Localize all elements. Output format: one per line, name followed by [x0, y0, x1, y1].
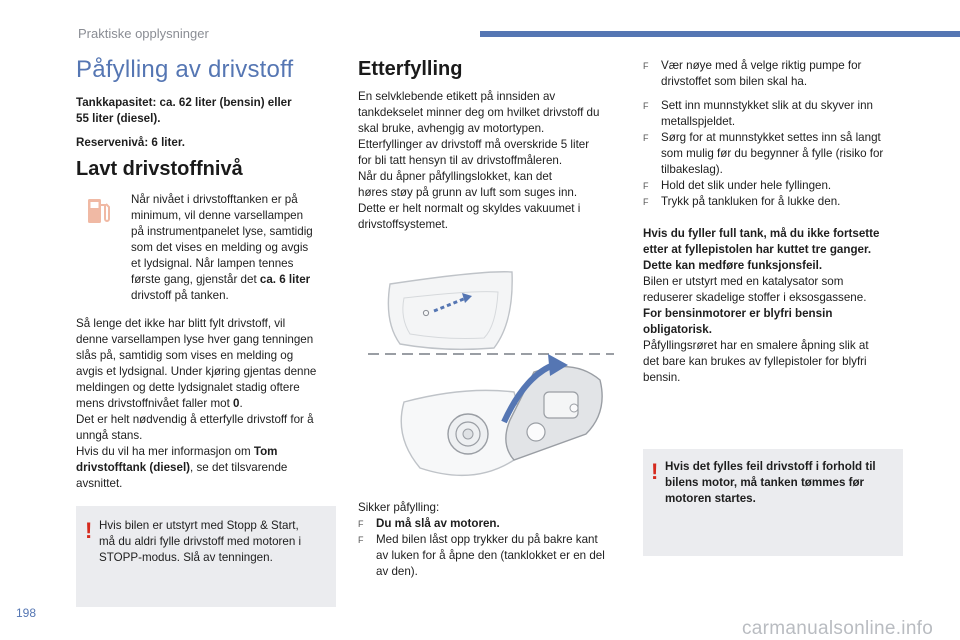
intro-line-8: Dette er helt normalt og skyldes vakuumet i — [358, 202, 581, 215]
full-tank-note-2: etter at fyllepistolen har kuttet tre ganger. — [643, 243, 872, 256]
intro-line-9: drivstoffsystemet. — [358, 218, 448, 231]
bullet-icon: F — [643, 181, 649, 191]
wrong-fuel-line-1: Hvis det fylles feil drivstoff i forhold til — [665, 460, 876, 473]
tank-capacity-cont: 55 liter (diesel). — [76, 112, 161, 125]
right-b2-line-1: Sett inn munnstykket slik at du skyver inn — [661, 99, 873, 112]
para-line-4: avgis et lydsignal. Under kjøring gjentas denne — [76, 365, 317, 378]
right-b4: Hold det slik under hele fyllingen. — [661, 179, 832, 192]
para-line-9: Hvis du vil ha mer informasjon om Tom — [76, 445, 278, 458]
header-accent-bar — [480, 31, 960, 37]
low-line-3: på instrumentpanelet lyse, samtidig — [131, 225, 313, 238]
full-tank-note-3: Dette kan medføre funksjonsfeil. — [643, 259, 823, 272]
low-line-4: som det vises en melding og avgis — [131, 241, 309, 254]
catalyst-line-1: Bilen er utstyrt med en katalysator som — [643, 275, 844, 288]
catalyst-line-2: reduserer skadelige stoffer i eksosgassene. — [643, 291, 867, 304]
safe-b2-line-3: av den). — [376, 565, 418, 578]
low-fuel-heading: Lavt drivstoffnivå — [76, 158, 243, 180]
safe-refill-label: Sikker påfylling: — [358, 501, 440, 514]
page-title: Påfylling av drivstoff — [76, 56, 294, 83]
low-line-2: minimum, vil denne varsellampen — [131, 209, 304, 222]
bullet-icon: F — [358, 535, 364, 545]
safe-b2-line-2: av luken for å åpne den (tanklokket er en del — [376, 549, 605, 562]
warning-icon: ! — [85, 518, 93, 543]
warning-icon: ! — [651, 459, 659, 484]
intro-line-1: En selvklebende etikett på innsiden av — [358, 90, 556, 103]
para-line-1: Så lenge det ikke har blitt fylt drivstoff, vil — [76, 317, 286, 330]
para-line-5: meldingen og dette lydsignalet stadig oftere — [76, 381, 300, 394]
bullet-icon: F — [358, 519, 364, 529]
para-line-3: slås på, samtidig som vises en melding og — [76, 349, 294, 362]
warn-line-3: STOPP-modus. Slå av tenningen. — [99, 551, 273, 564]
low-line-6: første gang, gjenstår det ca. 6 liter — [131, 273, 311, 286]
filler-line-3: bensin. — [643, 371, 681, 384]
right-b3-line-2: som mulig før du begynner å fylle (risiko for — [661, 147, 884, 160]
full-tank-note-1: Hvis du fyller full tank, må du ikke fortsette — [643, 227, 880, 240]
bullet-icon: F — [643, 197, 649, 207]
safe-b2-line-1: Med bilen låst opp trykker du på bakre kant — [376, 533, 598, 546]
right-b5: Trykk på tankluken for å lukke den. — [661, 195, 841, 208]
para-line-2: denne varsellampen lyse hver gang tenningen — [76, 333, 314, 346]
tank-capacity: Tankkapasitet: ca. 62 liter (bensin) eller — [76, 96, 292, 109]
wrong-fuel-line-2: bilens motor, må tanken tømmes før — [665, 476, 865, 489]
intro-line-3: skal bruke, avhengig av motortypen. — [358, 122, 545, 135]
para-line-6: mens drivstoffnivået faller mot 0. — [76, 397, 243, 410]
unleaded-note-2: obligatorisk. — [643, 323, 712, 336]
intro-line-7: høres støy på grunn av luft som suges inn. — [358, 186, 578, 199]
low-line-5: et lydsignal. Når lampen tennes — [131, 257, 294, 270]
right-b3-line-1: Sørg for at munnstykket settes inn så langt — [661, 131, 881, 144]
wrong-fuel-line-3: motoren startes. — [665, 492, 756, 505]
reserve-level: Reservenivå: 6 liter. — [76, 136, 185, 149]
warn-line-1: Hvis bilen er utstyrt med Stopp & Start, — [99, 519, 299, 532]
section-header: Praktiske opplysninger — [78, 26, 209, 41]
bullet-icon: F — [643, 61, 649, 71]
page-number: 198 — [16, 606, 37, 620]
filler-line-2: det bare kan brukes av fyllepistoler for blyfri — [643, 355, 867, 368]
intro-line-2: tankdekselet minner deg om hvilket drivstoff du — [358, 106, 600, 119]
fuel-pump-icon — [86, 196, 112, 226]
para-line-8: unngå stans. — [76, 429, 143, 442]
unleaded-note-1: For bensinmotorer er blyfri bensin — [643, 307, 833, 320]
intro-line-6: Når du åpner påfyllingslokket, kan det — [358, 170, 552, 183]
right-b1-line-2: drivstoffet som bilen skal ha. — [661, 75, 808, 88]
low-line-7: drivstoff på tanken. — [131, 289, 229, 302]
right-b1-line-1: Vær nøye med å velge riktig pumpe for — [661, 59, 862, 72]
bullet-icon: F — [643, 133, 649, 143]
warn-line-2: må du aldri fylle drivstoff med motoren i — [99, 535, 302, 548]
safe-b1: Du må slå av motoren. — [376, 517, 500, 530]
watermark: carmanualsonline.info — [742, 618, 934, 639]
para-line-7: Det er helt nødvendig å etterfylle drivstoff for å — [76, 413, 314, 426]
low-line-1: Når nivået i drivstofftanken er på — [131, 193, 298, 206]
intro-line-5: for bli tatt hensyn til av drivstoffmåleren. — [358, 154, 563, 167]
refill-heading: Etterfylling — [358, 58, 463, 80]
right-b2-line-2: metallspjeldet. — [661, 115, 736, 128]
filler-line-1: Påfyllingsrøret har en smalere åpning slik at — [643, 339, 869, 352]
right-b3-line-3: tilbakeslag). — [661, 163, 723, 176]
intro-line-4: Etterfyllinger av drivstoff må overskride 5 liter — [358, 138, 590, 151]
para-line-10: drivstofftank (diesel), se det tilsvarende — [76, 461, 288, 474]
bullet-icon: F — [643, 101, 649, 111]
para-line-11: avsnittet. — [76, 477, 123, 490]
fuel-flap-illustration — [364, 262, 620, 494]
